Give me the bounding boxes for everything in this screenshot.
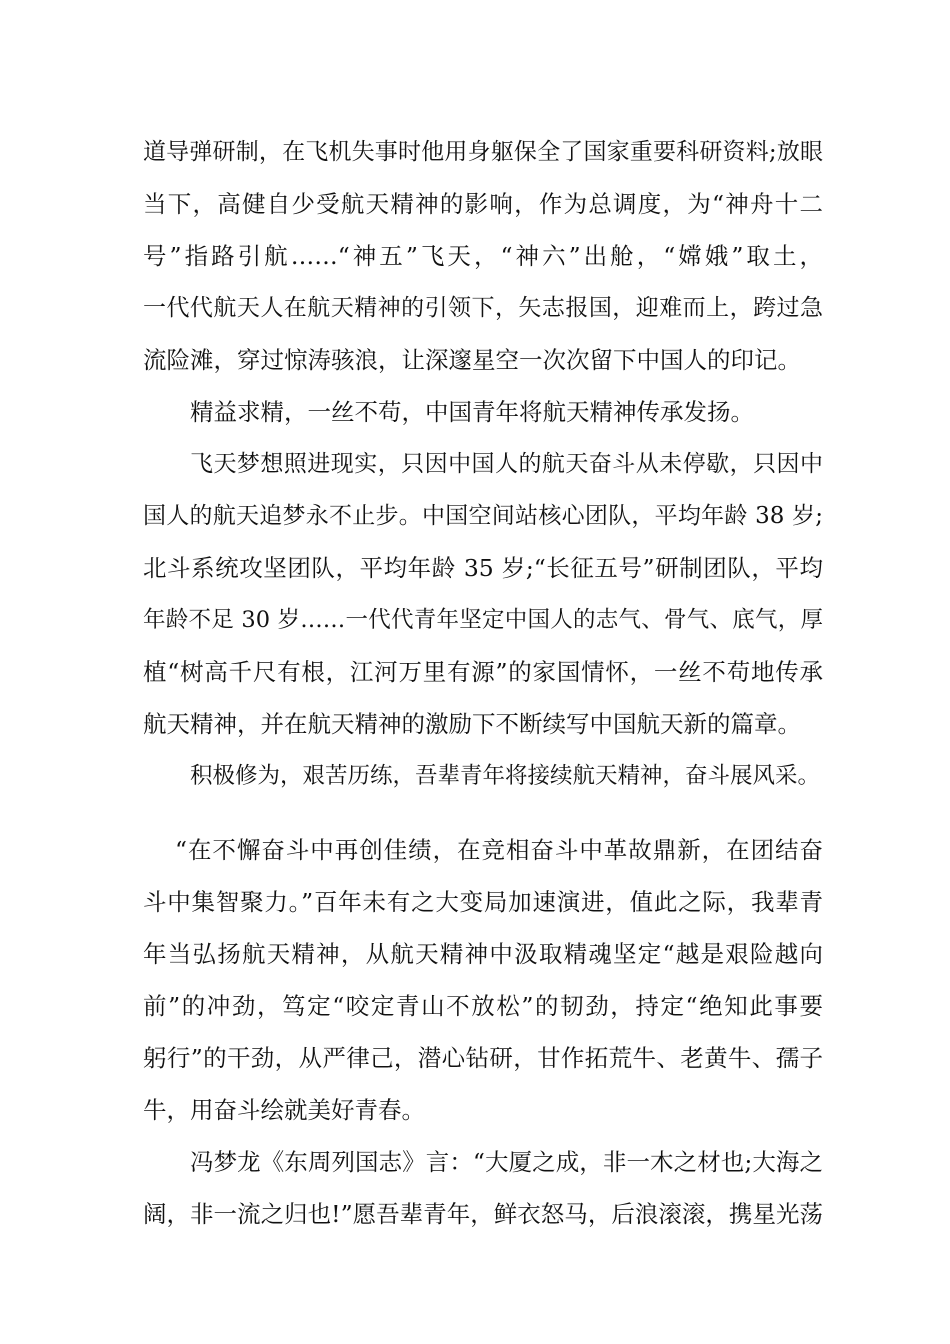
paragraph-5-line-6: 牛，用奋斗绘就美好青春。 <box>143 1096 425 1124</box>
paragraph-1-line-4: 一代代航天人在航天精神的引领下，矢志报国，迎难而上，跨过急 <box>143 295 823 321</box>
paragraph-2-line-1: 精益求精，一丝不苟，中国青年将航天精神传承发扬。 <box>190 398 754 426</box>
paragraph-3-line-6: 航天精神，并在航天精神的激励下不断续写中国航天新的篇章。 <box>143 710 801 738</box>
paragraph-5-line-3: 年当弘扬航天精神，从航天精神中汲取精魂坚定“越是艰险越向 <box>143 940 823 968</box>
paragraph-1-line-5: 流险滩，穿过惊涛骇浪，让深邃星空一次次留下中国人的印记。 <box>143 346 801 374</box>
paragraph-3-line-5: 植“树高千尺有根，江河万里有源”的家国情怀，一丝不苟地传承 <box>143 658 823 686</box>
paragraph-3-line-3: 北斗系统攻坚团队，平均年龄 35 岁;“长征五号”研制团队，平均 <box>143 554 823 582</box>
paragraph-6-line-1: 冯梦龙《东周列国志》言：“大厦之成，非一木之材也;大海之 <box>190 1148 823 1176</box>
paragraph-3-line-2: 国人的航天追梦永不止步。中国空间站核心团队，平均年龄 38 岁; <box>143 503 823 529</box>
paragraph-1-line-1: 道导弹研制，在飞机失事时他用身躯保全了国家重要科研资料;放眼 <box>143 139 823 165</box>
paragraph-3-line-1: 飞天梦想照进现实，只因中国人的航天奋斗从未停歇，只因中 <box>190 451 823 477</box>
paragraph-5-line-4: 前”的冲劲，笃定“咬定青山不放松”的韧劲，持定“绝知此事要 <box>143 992 823 1020</box>
paragraph-5-line-1: “在不懈奋斗中再创佳绩，在竞相奋斗中革故鼎新，在团结奋 <box>175 836 823 864</box>
paragraph-1-line-2: 当下，高健自少受航天精神的影响，作为总调度，为“神舟十二 <box>143 190 823 218</box>
paragraph-4-line-1: 积极修为，艰苦历练，吾辈青年将接续航天精神，奋斗展风采。 <box>190 763 821 789</box>
paragraph-3-line-4: 年龄不足 30 岁……一代代青年坚定中国人的志气、骨气、底气，厚 <box>143 607 823 633</box>
paragraph-5-line-5: 躬行”的干劲，从严律己，潜心钻研，甘作拓荒牛、老黄牛、孺子 <box>143 1044 823 1072</box>
paragraph-6-line-2: 阔，非一流之归也!”愿吾辈青年，鲜衣怒马，后浪滚滚，携星光荡 <box>143 1200 823 1228</box>
paragraph-1-line-3: 号”指路引航……“神五”飞天，“神六”出舱，“嫦娥”取土， <box>143 242 823 270</box>
paragraph-5-line-2: 斗中集智聚力。”百年未有之大变局加速演进，值此之际，我辈青 <box>143 888 823 916</box>
